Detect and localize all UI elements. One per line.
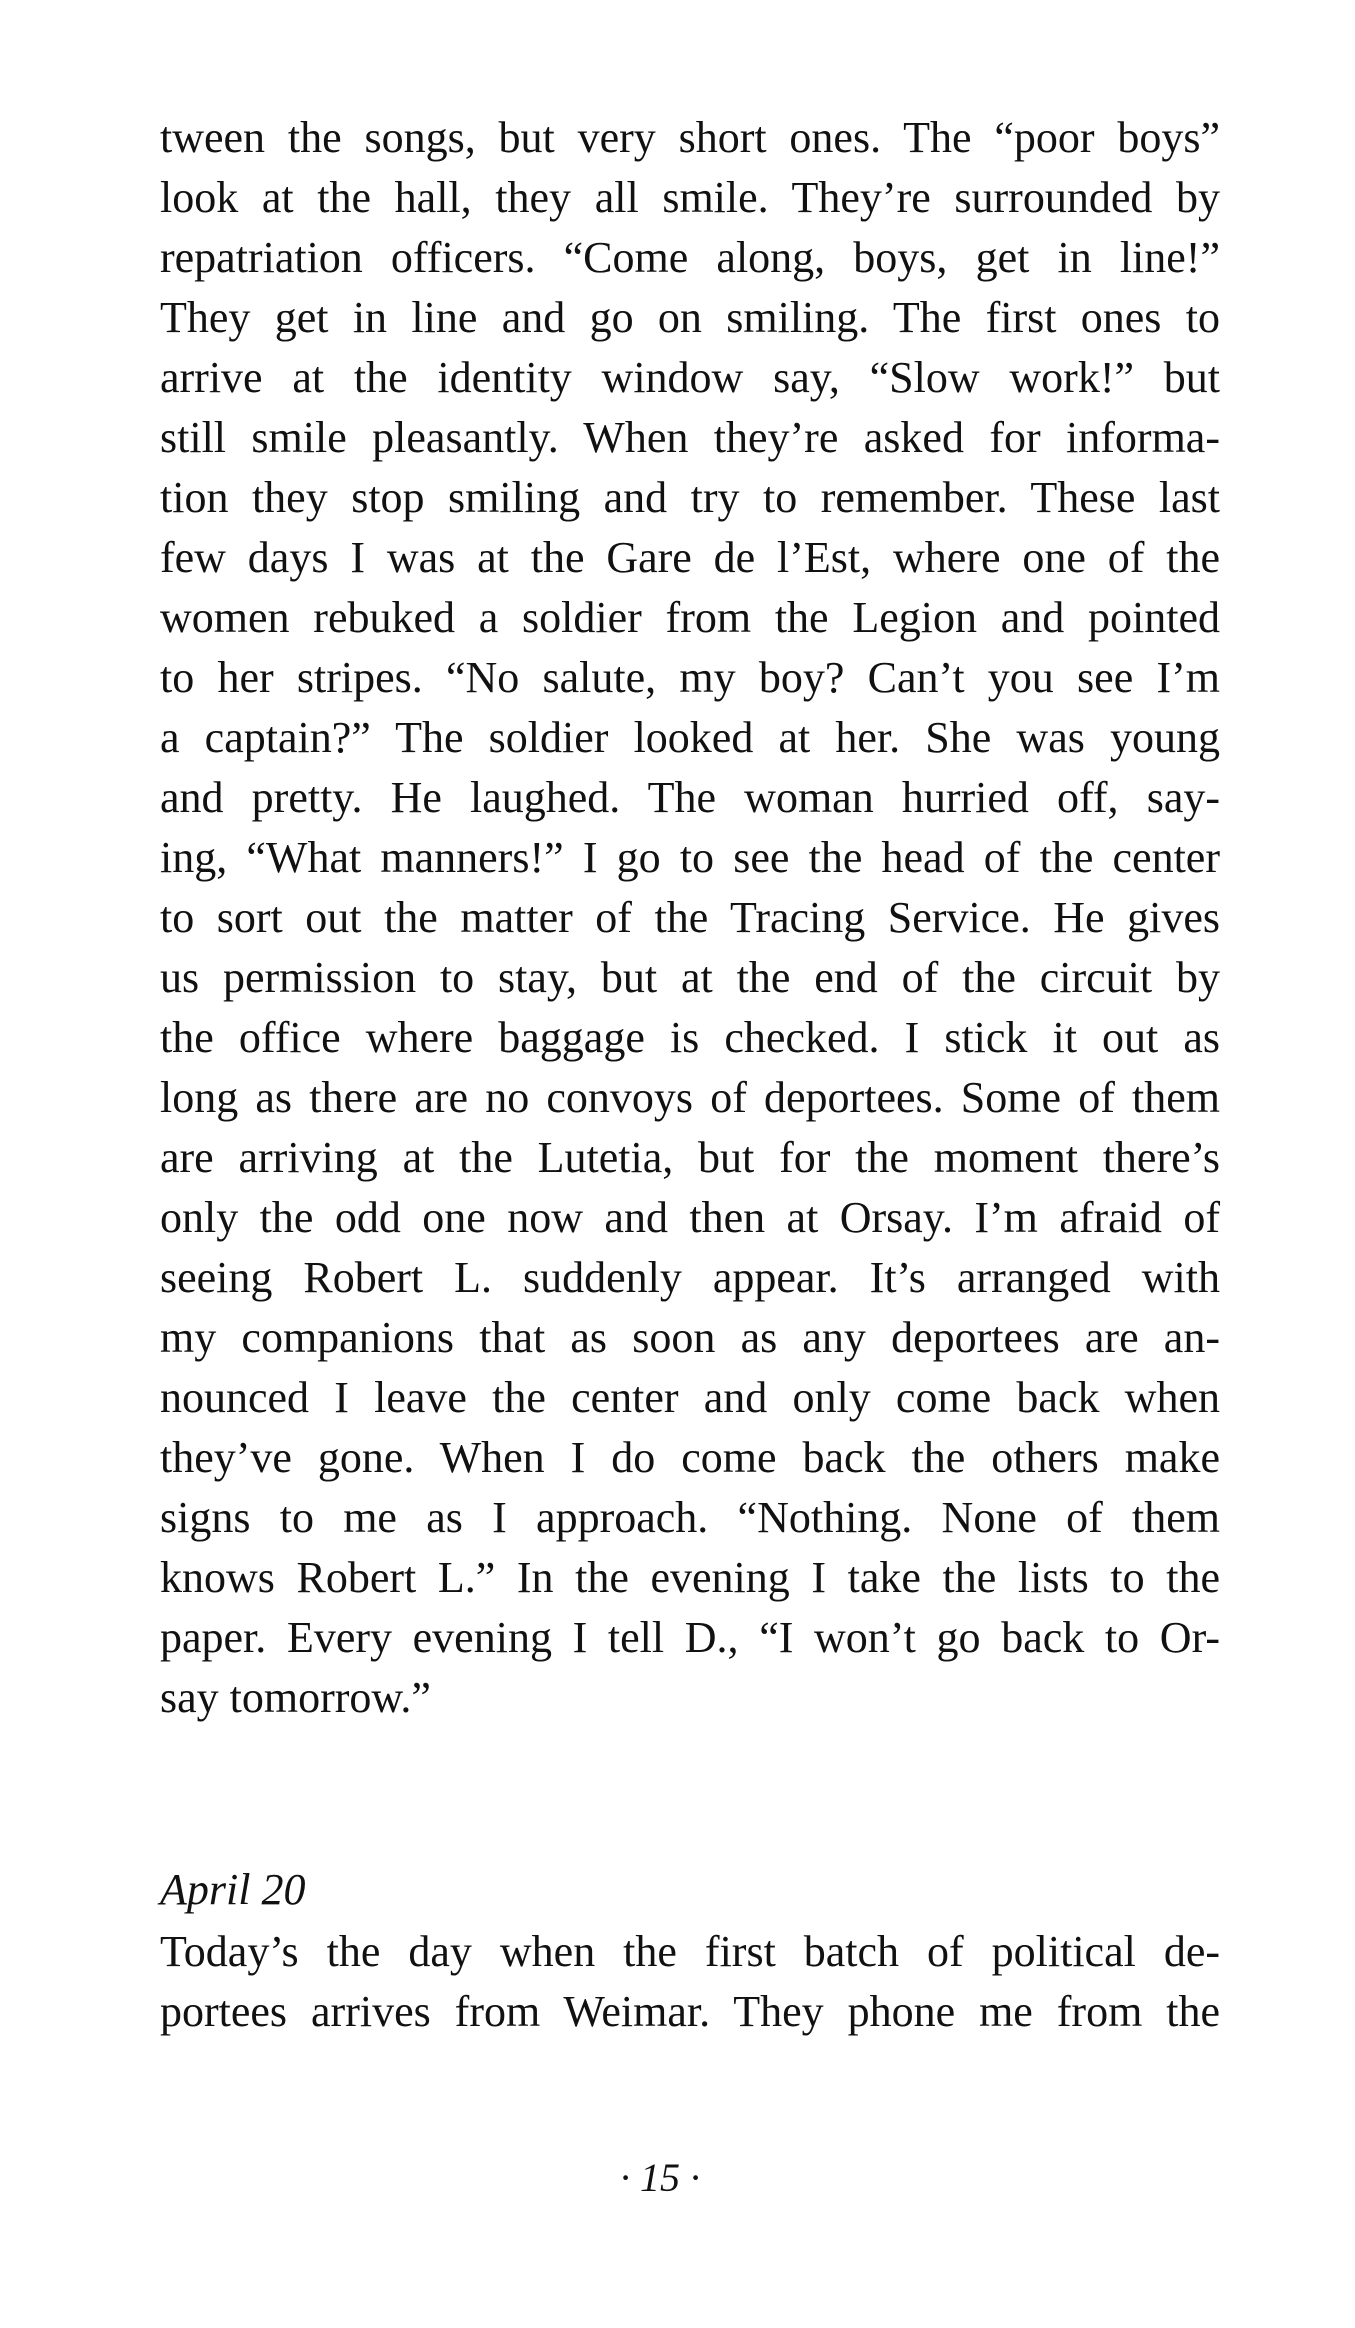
text-line: women rebuked a soldier from the Legion and pointed (160, 593, 1220, 642)
text-line: tween the songs, but very short ones. The “poor boys” (160, 113, 1220, 162)
text-line: look at the hall, they all smile. They’re surrounded by (160, 173, 1220, 222)
text-line: Today’s the day when the first batch of political de- (160, 1927, 1220, 1976)
text-line: us permission to stay, but at the end of the circuit by (160, 953, 1220, 1002)
text-line: repatriation officers. “Come along, boys, get in line!” (160, 233, 1220, 282)
text-line: ing, “What manners!” I go to see the head of the center (160, 833, 1220, 882)
text-line: few days I was at the Gare de l’Est, where one of the (160, 533, 1220, 582)
text-line: my companions that as soon as any deportees are an- (160, 1313, 1220, 1362)
text-line: still smile pleasantly. When they’re asked for informa- (160, 413, 1220, 462)
text-line: are arriving at the Lutetia, but for the moment there’s (160, 1133, 1220, 1182)
text-line: tion they stop smiling and try to remember. These last (160, 473, 1220, 522)
page-number: · 15 · (620, 2155, 700, 2200)
text-line: knows Robert L.” In the evening I take the lists to the (160, 1553, 1220, 1602)
text-line: paper. Every evening I tell D., “I won’t go back to Or- (160, 1613, 1220, 1662)
text-line: a captain?” The soldier looked at her. She was young (160, 713, 1220, 762)
text-line: only the odd one now and then at Orsay. I’m afraid of (160, 1193, 1220, 1242)
body-paragraph-1 (160, 108, 1220, 1728)
text-line: nounced I leave the center and only come back when (160, 1373, 1220, 1422)
text-line: seeing Robert L. suddenly appear. It’s arranged with (160, 1253, 1220, 1302)
text-line: signs to me as I approach. “Nothing. None of them (160, 1493, 1220, 1542)
text-line: say tomorrow.” (160, 1673, 431, 1722)
text-line: and pretty. He laughed. The woman hurried off, say- (160, 773, 1220, 822)
text-line: They get in line and go on smiling. The first ones to (160, 293, 1220, 342)
text-line: to her stripes. “No salute, my boy? Can’t you see I’m (160, 653, 1220, 702)
text-line: they’ve gone. When I do come back the others make (160, 1433, 1220, 1482)
body-paragraph-2 (160, 1922, 1220, 2042)
text-line: portees arrives from Weimar. They phone me from the (160, 1987, 1220, 2036)
entry-date-heading: April 20 (160, 1865, 306, 1914)
text-line: to sort out the matter of the Tracing Service. He gives (160, 893, 1220, 942)
text-line: arrive at the identity window say, “Slow work!” but (160, 353, 1220, 402)
text-line: the office where baggage is checked. I stick it out as (160, 1013, 1220, 1062)
text-line: long as there are no convoys of deportees. Some of them (160, 1073, 1220, 1122)
